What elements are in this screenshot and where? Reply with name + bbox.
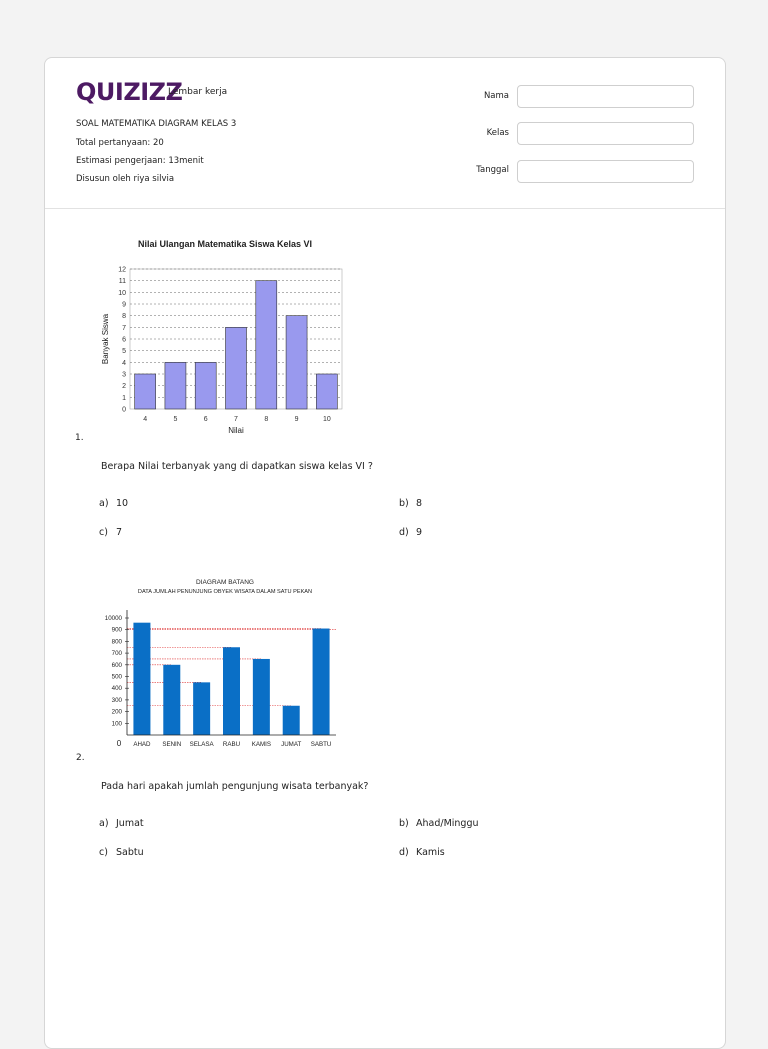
y-tick-label: 500 (111, 673, 122, 681)
y-tick-label: 0 (122, 406, 126, 414)
worksheet-header (45, 58, 725, 209)
bar (316, 374, 337, 409)
question-2-number: 2. (76, 753, 85, 763)
y-tick-label: 11 (118, 278, 126, 286)
chart-title: Nilai Ulangan Matematika Siswa Kelas VI (137, 239, 313, 249)
question-1-text: Berapa Nilai terbanyak yang di dapatkan siswa kelas VI ? (101, 461, 373, 472)
q1-option-c-key: c) (99, 527, 108, 538)
total-questions: Total pertanyaan: 20 (76, 138, 164, 148)
bar (133, 623, 150, 735)
y-tick-label: 7 (122, 324, 126, 332)
bar (165, 362, 186, 409)
chart-pengunjung-wisata (93, 574, 353, 756)
q2-option-c[interactable] (99, 847, 144, 858)
bar (253, 659, 270, 735)
q2-option-b-text: Ahad/Minggu (416, 818, 479, 829)
y-tick-label: 10000 (104, 615, 122, 622)
q1-option-c-text: 7 (116, 527, 123, 538)
bar (286, 316, 307, 409)
q1-option-b-text: 8 (416, 498, 423, 509)
x-tick-label: SELASA (189, 741, 214, 748)
x-tick-label: AHAD (133, 741, 151, 748)
q1-option-b[interactable] (399, 498, 422, 509)
x-tick-label: 5 (173, 416, 178, 423)
bar (135, 374, 156, 409)
question-1-number: 1. (75, 433, 84, 443)
q1-option-c[interactable] (99, 527, 122, 538)
q1-option-a-key: a) (99, 498, 109, 509)
y-tick-label: 12 (118, 266, 126, 274)
x-tick-label: 10 (322, 416, 331, 423)
q1-option-d-text: 9 (416, 527, 423, 538)
x-tick-label: KAMIS (251, 741, 271, 748)
quiz-title: SOAL MATEMATIKA DIAGRAM KELAS 3 (76, 119, 237, 129)
y-tick-label: 0 (116, 739, 122, 748)
y-tick-label: 10 (118, 289, 126, 297)
q2-option-b[interactable] (399, 818, 479, 829)
worksheet (44, 57, 726, 1049)
y-tick-label: 100 (111, 720, 122, 728)
q1-option-a[interactable] (99, 498, 128, 509)
q1-option-a-text: 10 (116, 498, 129, 509)
y-tick-label: 6 (122, 336, 126, 344)
bar (195, 362, 216, 409)
x-tick-label: 9 (294, 416, 299, 423)
y-tick-label: 900 (111, 626, 122, 634)
y-tick-label: 300 (111, 696, 122, 704)
bar (283, 706, 300, 735)
date-label: Tanggal (476, 165, 509, 175)
class-field[interactable] (517, 122, 694, 145)
x-tick-label: SABTU (310, 741, 332, 748)
name-label: Nama (483, 91, 509, 101)
q2-option-d[interactable] (399, 847, 445, 858)
chart-title: DIAGRAM BATANG (196, 579, 254, 586)
q1-option-b-key: b) (399, 498, 409, 509)
y-axis-label: Banyak Siswa (101, 313, 110, 365)
chart-nilai-ulangan (100, 235, 350, 445)
y-tick-label: 800 (111, 638, 122, 646)
bar (163, 665, 180, 735)
bar (193, 682, 210, 735)
chart-subtitle: DATA JUMLAH PENUNJUNG OBYEK WISATA DALAM SATU PEKAN (137, 589, 313, 595)
bar (223, 647, 240, 735)
q2-option-a-text: Jumat (116, 818, 144, 829)
y-tick-label: 2 (122, 383, 126, 391)
author: Disusun oleh riya silvia (76, 174, 175, 184)
y-tick-label: 1 (122, 394, 126, 402)
q2-option-a[interactable] (99, 818, 144, 829)
date-field[interactable] (517, 160, 694, 183)
quizizz-logo: QUIZIZZ (76, 78, 183, 106)
question-2-text: Pada hari apakah jumlah pengunjung wisata terbanyak? (101, 781, 369, 792)
x-tick-label: JUMAT (281, 741, 302, 748)
time-estimate: Estimasi pengerjaan: 13menit (76, 156, 204, 166)
y-tick-label: 600 (111, 661, 122, 669)
q2-option-a-key: a) (99, 818, 109, 829)
y-tick-label: 9 (122, 301, 126, 309)
bar (256, 281, 277, 409)
x-axis-label: Nilai (228, 426, 244, 435)
x-tick-label: 8 (264, 416, 269, 423)
bar (226, 327, 247, 409)
q1-option-d[interactable] (399, 527, 422, 538)
class-label: Kelas (486, 128, 509, 138)
y-tick-label: 200 (111, 708, 122, 716)
name-field[interactable] (517, 85, 694, 108)
x-tick-label: 6 (203, 416, 208, 423)
x-tick-label: SENIN (162, 741, 182, 748)
y-tick-label: 3 (122, 371, 126, 379)
q1-option-d-key: d) (399, 527, 409, 538)
y-tick-label: 5 (122, 348, 126, 356)
x-tick-label: RABU (222, 741, 241, 748)
y-tick-label: 700 (111, 650, 122, 658)
q2-option-c-key: c) (99, 847, 108, 858)
x-tick-label: 4 (143, 416, 148, 423)
q2-option-d-key: d) (399, 847, 409, 858)
x-tick-label: 7 (234, 416, 238, 423)
y-tick-label: 8 (122, 313, 126, 321)
bar (313, 629, 330, 735)
y-tick-label: 4 (122, 359, 126, 367)
y-tick-label: 400 (111, 685, 122, 693)
q2-option-b-key: b) (399, 818, 409, 829)
q2-option-d-text: Kamis (416, 847, 445, 858)
worksheet-label: Lembar kerja (168, 87, 228, 97)
q2-option-c-text: Sabtu (116, 847, 144, 858)
